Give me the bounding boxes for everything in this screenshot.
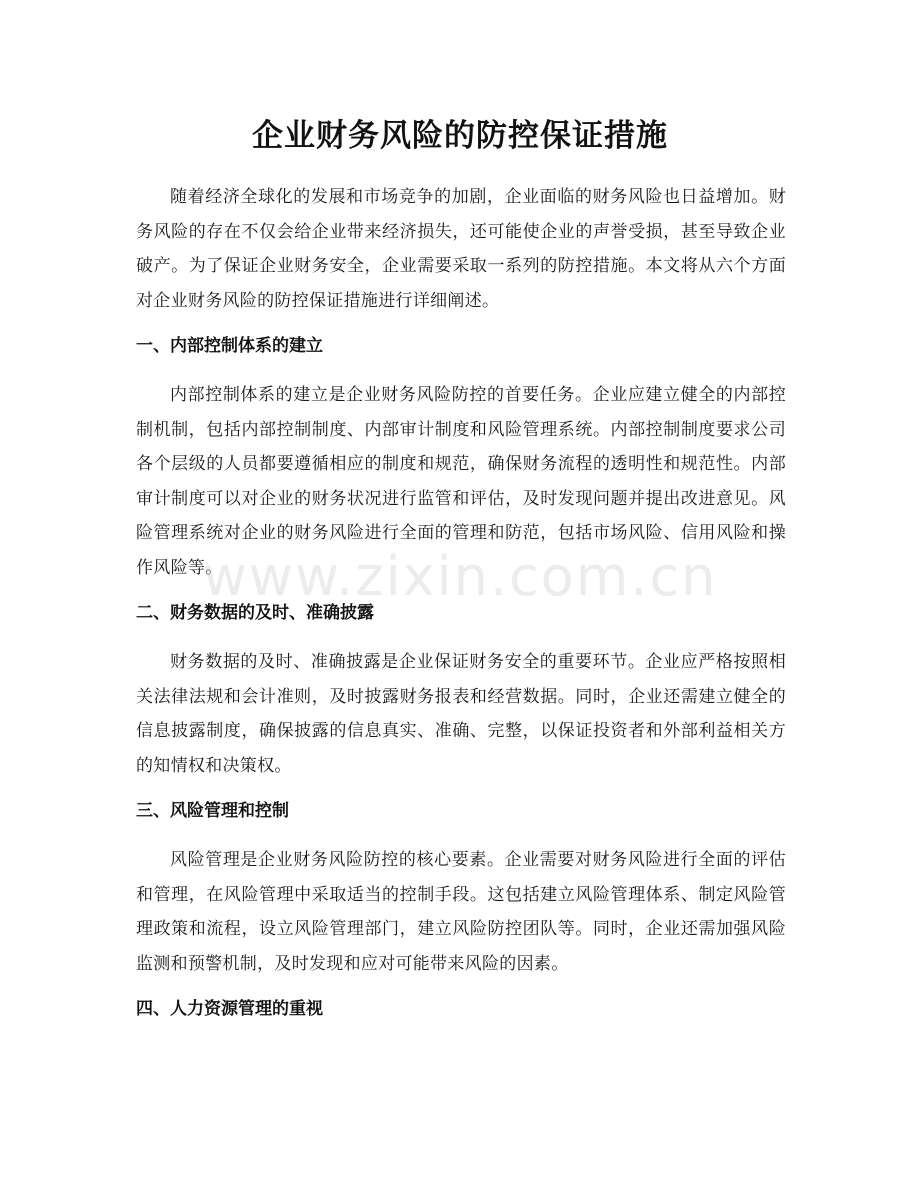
section-heading-2: 二、财务数据的及时、准确披露 bbox=[136, 603, 374, 623]
section-body-3: 风险管理是企业财务风险防控的核心要素。企业需要对财务风险进行全面的评估和管理，在风险管理中采取适当的控制手段。这包括建立风险管理体系、制定风险管理政策和流程，设立风险管理部门，建立风险防控团队等。同时，企业还需加强风险监测和预警机制，及时发现和应对可能带来风险的因素。 bbox=[136, 850, 786, 974]
section-heading-1: 一、内部控制体系的建立 bbox=[136, 336, 323, 356]
section-body-1: 内部控制体系的建立是企业财务风险防控的首要任务。企业应建立健全的内部控制机制，包括内部控制制度、内部审计制度和风险管理系统。内部控制制度要求公司各个层级的人员都要遵循相应的制度和规范，确保财务流程的透明性和规范性。内部审计制度可以对企业的财务状况进行监管和评估，及时发现问题并提出改进意见。风险管理系统对企业的财务风险进行全面的管理和防范，包括市场风险、信用风险和操作风险等。 bbox=[136, 385, 786, 578]
intro-paragraph: 随着经济全球化的发展和市场竞争的加剧，企业面临的财务风险也日益增加。财务风险的存在不仅会给企业带来经济损失，还可能使企业的声誉受损，甚至导致企业破产。为了保证企业财务安全，企业需要采取一系列的防控措施。本文将从六个方面对企业财务风险的防控保证措施进行详细阐述。 bbox=[136, 187, 786, 311]
section-heading-3: 三、风险管理和控制 bbox=[136, 801, 289, 821]
section-body-2: 财务数据的及时、准确披露是企业保证财务安全的重要环节。企业应严格按照相关法律法规和会计准则，及时披露财务报表和经营数据。同时，企业还需建立健全的信息披露制度，确保披露的信息真实、准确、完整，以保证投资者和外部利益相关方的知情权和决策权。 bbox=[136, 652, 786, 776]
document-body bbox=[136, 180, 786, 1021]
document-title: 企业财务风险的防控保证措施 bbox=[252, 118, 668, 154]
section-heading-4: 四、人力资源管理的重视 bbox=[136, 999, 323, 1019]
watermark-text: www.zixin.com.cn bbox=[202, 545, 718, 608]
